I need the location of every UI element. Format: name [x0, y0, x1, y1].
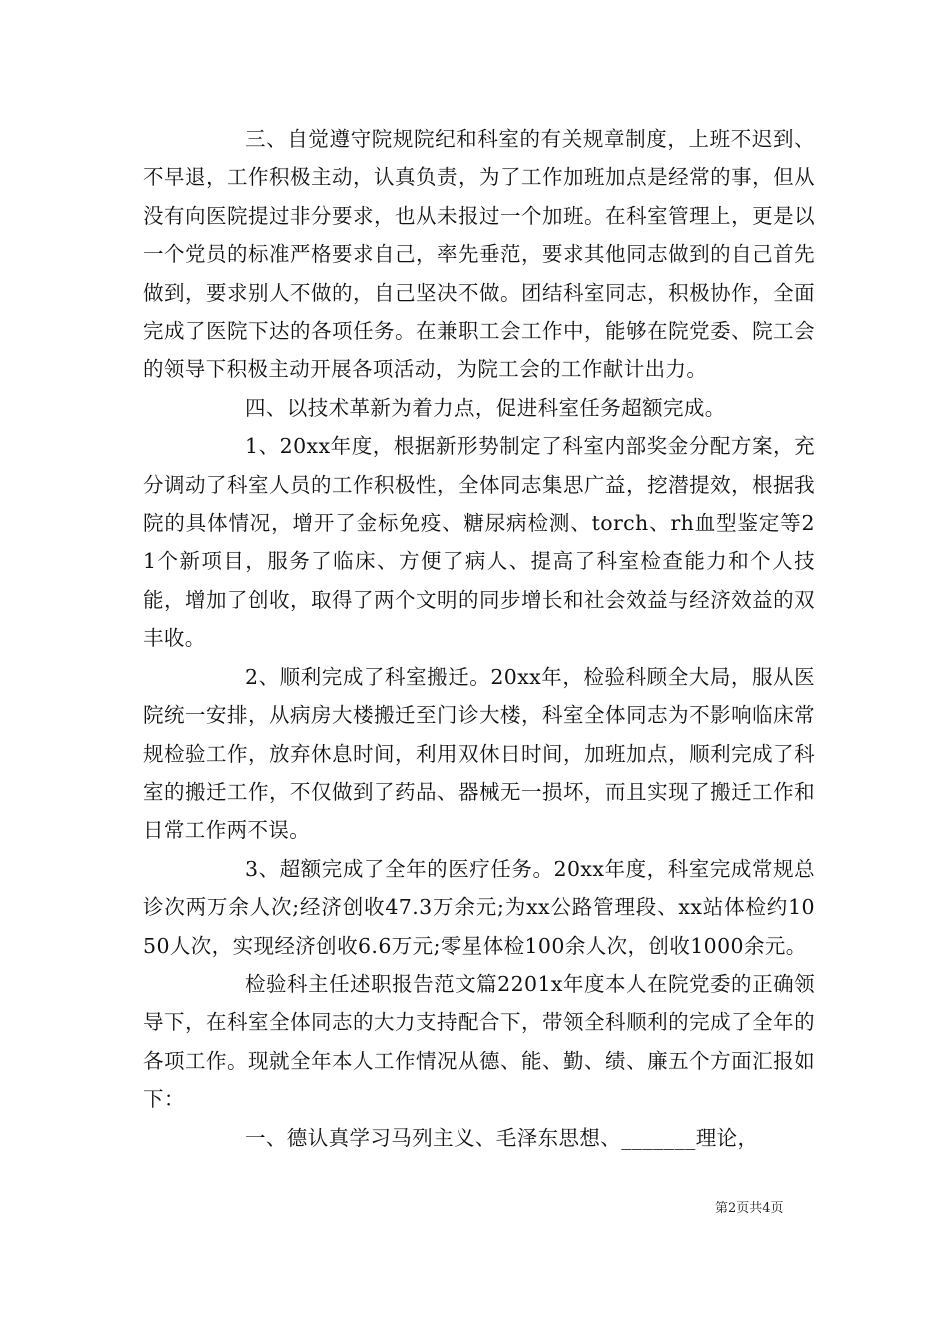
paragraph-section-three: 三、自觉遵守院规院纪和科室的有关规章制度，上班不迟到、不早退，工作积极主动，认真负责，为了工作加班加点是经常的事，但从没有向医院提过非分要求，也从未报过一个加班。在科室管理上，更是以一个党员的标准严格要求自己，率先垂范，要求其他同志做到的自己首先做到，要求别人不做的，自己坚决不做。团结科室同志，积极协作，全面完成了医院下达的各项任务。在兼职工会工作中，能够在院党委、院工会的领导下积极主动开展各项活动，为院工会的工作献计出力。: [143, 127, 815, 382]
document-body: [143, 120, 815, 1157]
page-number: 第2页共4页: [715, 1201, 784, 1216]
paragraph-report-intro: 检验科主任述职报告范文篇2201x年度本人在院党委的正确领导下，在科室全体同志的大力支持配合下，带领全科顺利的完成了全年的各项工作。现就全年本人工作情况从德、能、勤、绩、廉五个方面汇报如下：: [143, 971, 815, 1112]
paragraph-item-one: 1、20xx年度，根据新形势制定了科室内部奖金分配方案，充分调动了科室人员的工作积极性，全体同志集思广益，挖潜提效，根据我院的具体情况，增开了金标免疫、糖尿病检测、torch、rh血型鉴定等21个新项目，服务了临床、方便了病人、提高了科室检查能力和个人技能，增加了创收，取得了两个文明的同步增长和社会效益与经济效益的双丰收。: [143, 434, 815, 651]
paragraph-item-two: 2、顺利完成了科室搬迁。20xx年，检验科顾全大局，服从医院统一安排，从病房大楼搬迁至门诊大楼，科室全体同志为不影响临床常规检验工作，放弃休息时间，利用双休日时间，加班加点，顺利完成了科室的搬迁工作，不仅做到了药品、器械无一损坏，而且实现了搬迁工作和日常工作两不误。: [143, 664, 815, 843]
paragraph-item-three: 3、超额完成了全年的医疗任务。20xx年度，科室完成常规总诊次两万余人次;经济创收47.3万余元;为xx公路管理段、xx站体检约1050人次，实现经济创收6.6万元;零星体检100余人次，创收1000余元。: [143, 856, 815, 958]
paragraph-section-four-heading: 四、以技术革新为着力点，促进科室任务超额完成。: [245, 395, 726, 420]
paragraph-virtue-section: 一、德认真学习马列主义、毛泽东思想、_______理论，: [245, 1125, 759, 1150]
